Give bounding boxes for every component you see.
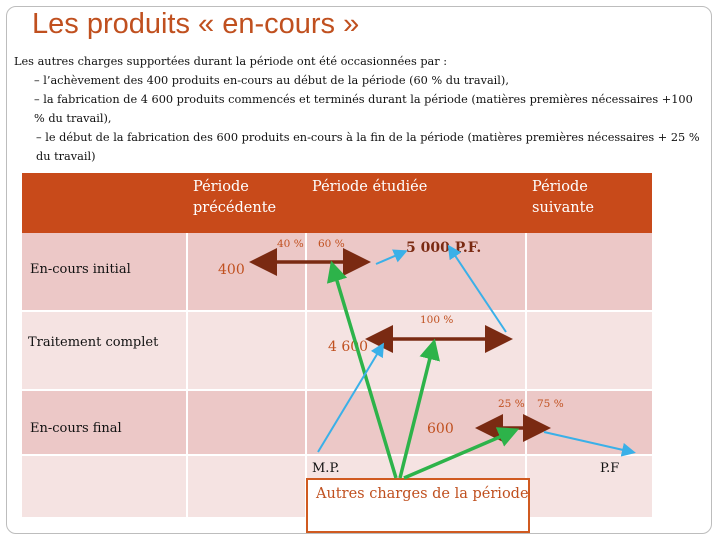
header-next-period: Période suivante [532, 179, 595, 216]
qty-4600-label: 4 600 [328, 339, 369, 355]
pct-60-label: 60 % [318, 238, 345, 250]
pf-5000-label: 5 000 P.F. [406, 240, 482, 256]
pf-label: P.F [600, 461, 620, 476]
green-arrow-to-initial [332, 264, 396, 478]
mp-label: M.P. [312, 461, 340, 476]
intro-line-4: – le début de la fabrication des 600 produits en-cours à la fin de la période (matières premières nécessaires + 25 % du travail) [36, 131, 700, 163]
other-charges-label: Autres charges de la période [316, 486, 529, 502]
intro-line-1: Les autres charges supportées durant la période ont été occasionnées par : [14, 55, 448, 68]
pct-25-label: 25 % [498, 398, 525, 410]
header-studied-period: Période étudiée [312, 179, 428, 195]
green-arrow-to-final [404, 430, 516, 478]
qty-400-label: 400 [218, 262, 245, 278]
row-label-final: En-cours final [30, 421, 122, 436]
intro-line-3: – la fabrication de 4 600 produits commencés et terminés durant la période (matières premières nécessaires +100 % du travail), [34, 93, 693, 125]
pct-75-label: 75 % [537, 398, 564, 410]
pct-100-label: 100 % [420, 314, 454, 326]
blue-arrow-complete-to-pf5000 [450, 248, 506, 332]
intro-line-2: – l’achèvement des 400 produits en-cours au début de la période (60 % du travail), [34, 74, 509, 87]
green-arrow-to-complete [400, 342, 434, 478]
row-label-complete: Traitement complet [28, 335, 159, 350]
blue-arrow-initial-to-pf5000 [376, 252, 404, 264]
slide-title: Les produits « en-cours » [32, 8, 360, 40]
row-label-initial: En-cours initial [30, 262, 131, 277]
pct-40-label: 40 % [277, 238, 304, 250]
header-previous-period: Période précédente [193, 179, 277, 216]
qty-600-label: 600 [427, 421, 454, 437]
blue-arrow-final-to-pf [544, 432, 632, 452]
